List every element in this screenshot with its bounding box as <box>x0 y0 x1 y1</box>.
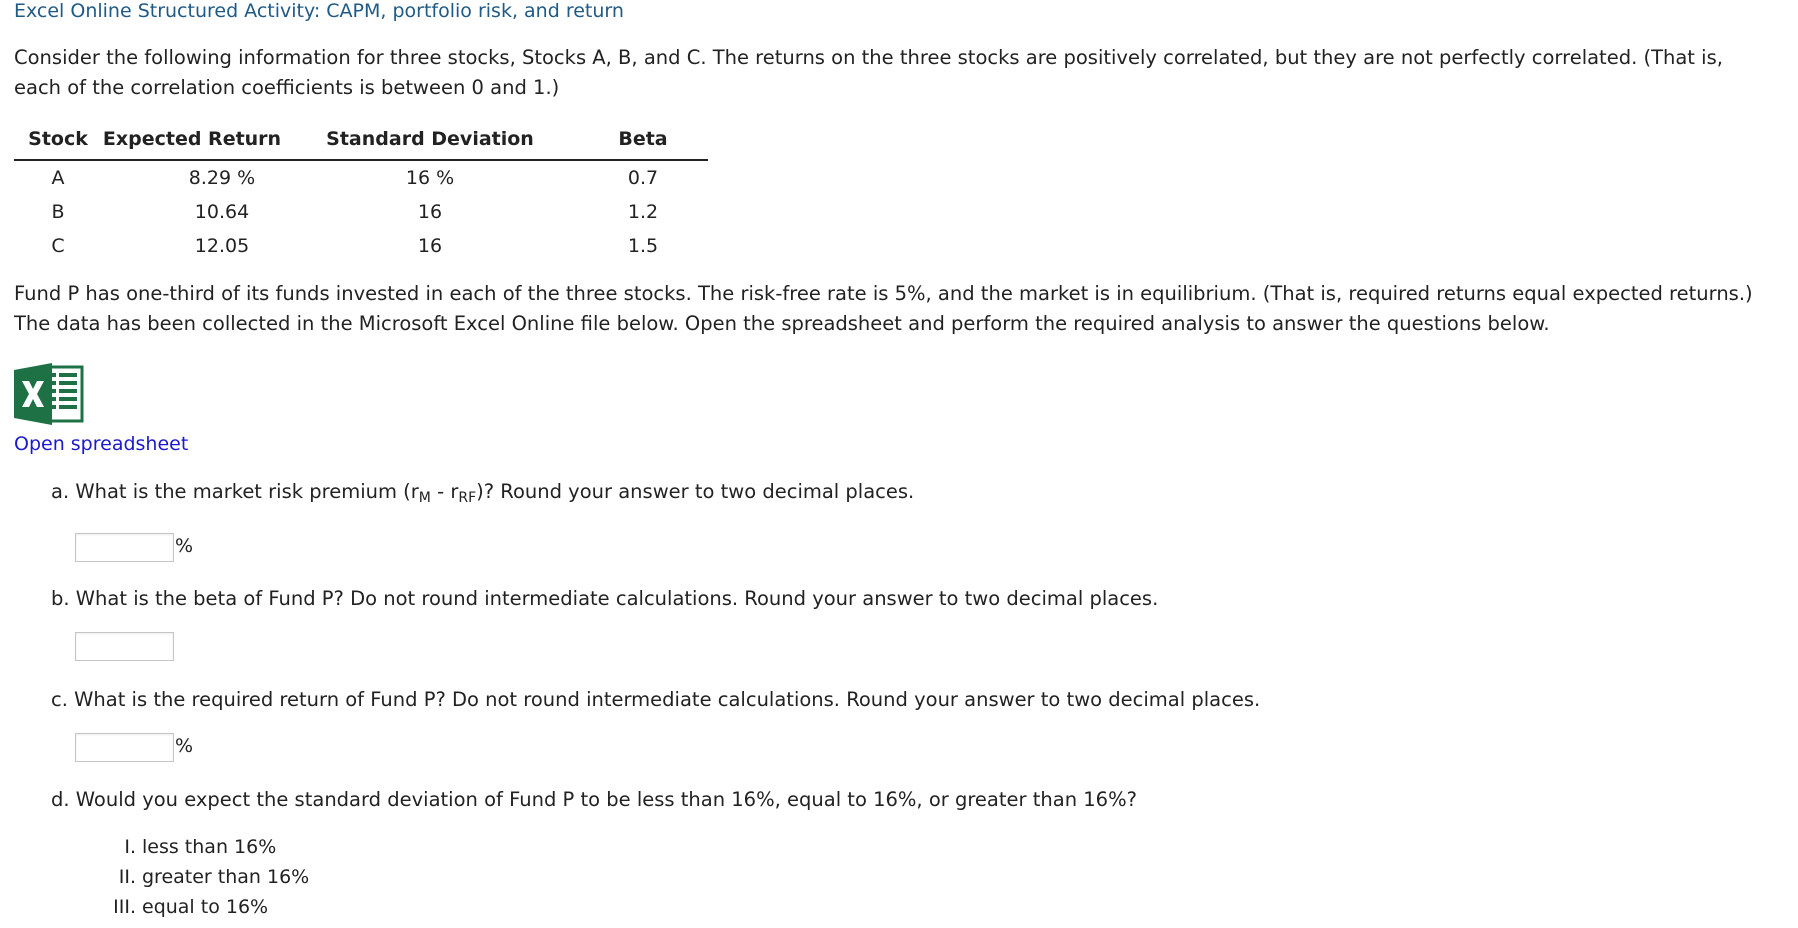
question-a-text-mid: - r <box>430 480 459 503</box>
answer-c-unit: % <box>175 735 194 757</box>
option-i[interactable] <box>0 836 276 858</box>
cell-stock: B <box>51 201 65 223</box>
option-ii-label: greater than 16% <box>142 866 310 888</box>
cell-expected-return: 10.64 <box>194 201 250 223</box>
header-beta: Beta <box>578 125 708 160</box>
table-header-row <box>14 125 708 160</box>
option-iii[interactable] <box>0 896 268 918</box>
open-spreadsheet-link[interactable]: Open spreadsheet <box>14 433 189 455</box>
header-standard-deviation: Standard Deviation <box>282 125 578 160</box>
option-i-number: I. <box>124 836 136 858</box>
stocks-table <box>14 125 708 263</box>
question-b: b. What is the beta of Fund P? Do not round intermediate calculations. Round your answer to two decimal places. <box>51 587 1159 610</box>
option-i-label: less than 16% <box>142 836 277 858</box>
cell-standard-deviation: 16 <box>417 235 443 257</box>
answer-a-unit: % <box>175 535 194 557</box>
table-row <box>14 160 708 195</box>
question-a-sub-m: M <box>418 490 431 506</box>
question-a-sub-rf: RF <box>458 490 477 506</box>
option-ii[interactable] <box>0 866 309 888</box>
cell-beta: 0.7 <box>627 167 659 189</box>
header-expected-return: Expected Return <box>102 125 282 160</box>
intro-paragraph: Consider the following information for three stocks, Stocks A, B, and C. The returns on the three stocks are positively correlated, but they are not perfectly correlated. (That is, each of the correlation coefficients is between 0 and 1.) <box>14 46 1723 99</box>
question-d: d. Would you expect the standard deviation of Fund P to be less than 16%, equal to 16%, or greater than 16%? <box>51 788 1137 811</box>
cell-stock: A <box>51 167 65 189</box>
cell-standard-deviation: 16 % <box>405 167 455 189</box>
question-a-text-suffix: )? Round your answer to two decimal places. <box>476 480 915 503</box>
fund-paragraph: Fund P has one-third of its funds invested in each of the three stocks. The risk-free rate is 5%, and the market is in equilibrium. (That is, required returns equal expected returns.) The data has been collected in the Microsoft Excel Online file below. Open the spreadsheet and perform the required analysis to answer the questions below. <box>14 282 1753 335</box>
cell-expected-return: 12.05 <box>194 235 250 257</box>
question-c: c. What is the required return of Fund P? Do not round intermediate calculations. Round your answer to two decimal places. <box>51 688 1261 711</box>
cell-beta: 1.5 <box>627 235 659 257</box>
question-a <box>51 480 914 506</box>
page-title: Excel Online Structured Activity: CAPM, portfolio risk, and return <box>14 0 624 22</box>
answer-a-input[interactable] <box>75 533 174 562</box>
cell-stock: C <box>51 235 65 257</box>
question-a-text-prefix: a. What is the market risk premium (r <box>51 480 419 503</box>
table-row <box>14 229 708 263</box>
header-stock: Stock <box>14 125 102 160</box>
answer-c-input[interactable] <box>75 733 174 762</box>
excel-icon[interactable] <box>14 363 84 425</box>
answer-b-input[interactable] <box>75 632 174 661</box>
option-ii-number: II. <box>118 866 136 888</box>
cell-expected-return: 8.29 % <box>188 167 256 189</box>
cell-beta: 1.2 <box>627 201 659 223</box>
table-row <box>14 195 708 229</box>
option-iii-label: equal to 16% <box>142 896 269 918</box>
option-iii-number: III. <box>113 896 136 918</box>
cell-standard-deviation: 16 <box>417 201 443 223</box>
